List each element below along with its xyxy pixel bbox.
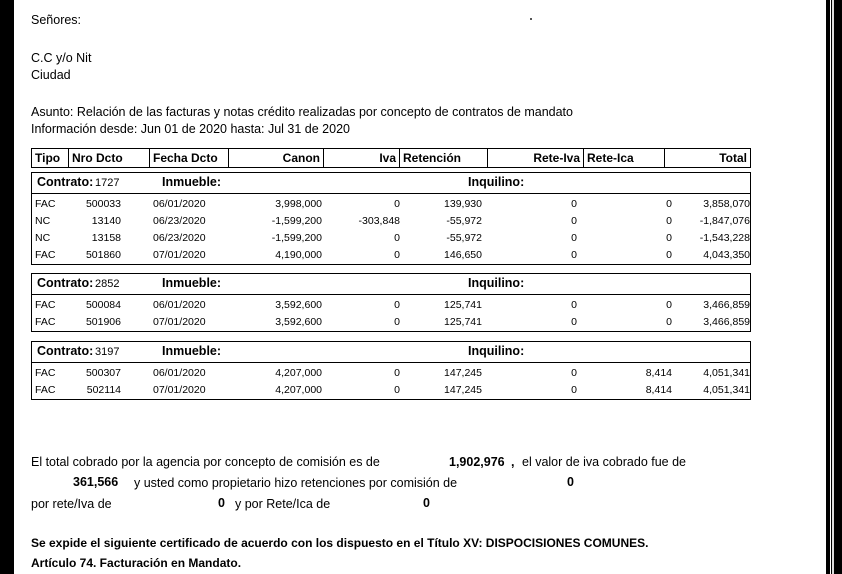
cell-rete-ica: 0 (666, 232, 672, 244)
cell-iva: -303,848 (358, 215, 400, 227)
summary-separator: , (511, 455, 515, 469)
cell-rete-iva: 0 (571, 367, 577, 379)
cell-total: 3,466,859 (703, 316, 750, 328)
summary-text-4: por rete/Iva de (31, 497, 112, 511)
tenant-label: Inquilino: (468, 175, 525, 189)
table-row (32, 247, 750, 264)
cell-rete-ica: 8,414 (645, 384, 672, 396)
cell-rete-iva: 0 (571, 384, 577, 396)
right-scrollbar[interactable] (826, 0, 842, 574)
cell-fecha-dcto: 07/01/2020 (153, 384, 206, 396)
contract-group (31, 341, 751, 400)
contract-number: 3197 (95, 346, 120, 358)
cell-retencion: 125,741 (444, 299, 482, 311)
stray-mark (530, 18, 532, 20)
table-row (32, 382, 750, 399)
contract-group (31, 172, 751, 265)
group-header (32, 173, 750, 194)
cell-tipo: NC (35, 232, 51, 244)
cell-canon: -1,599,200 (271, 232, 322, 244)
id-label: C.C y/o Nit (31, 51, 92, 65)
table-header (31, 148, 751, 168)
col-fecha-dcto: Fecha Dcto (150, 149, 229, 167)
cell-retencion: 139,930 (444, 198, 482, 210)
cell-retencion: -55,972 (446, 215, 482, 227)
tenant-label: Inquilino: (468, 344, 525, 358)
cell-tipo: NC (35, 215, 51, 227)
cell-total: 4,051,341 (703, 384, 750, 396)
cell-fecha-dcto: 06/01/2020 (153, 367, 206, 379)
commission-value: 1,902,976 (449, 455, 505, 469)
ret-commission-value: 0 (567, 475, 574, 489)
cell-total: -1,543,228 (699, 232, 750, 244)
summary-text-5: y por Rete/Ica de (235, 497, 331, 511)
cell-iva: 0 (394, 198, 400, 210)
cell-rete-iva: 0 (571, 316, 577, 328)
cell-tipo: FAC (35, 249, 56, 261)
cell-iva: 0 (394, 232, 400, 244)
col-canon: Canon (229, 149, 324, 167)
subject: Asunto: Relación de las facturas y notas crédito realizadas por concepto de contratos de mandato (31, 105, 573, 119)
table-row (32, 213, 750, 230)
cell-nro-dcto: 500033 (85, 198, 121, 210)
iva-value: 361,566 (73, 475, 119, 489)
rete-iva-value: 0 (218, 496, 225, 510)
cell-rete-ica: 0 (666, 299, 672, 311)
table-row (32, 196, 750, 213)
cell-rete-ica: 8,414 (645, 367, 672, 379)
cell-tipo: FAC (35, 198, 56, 210)
cell-fecha-dcto: 06/01/2020 (153, 198, 206, 210)
cell-total: 4,043,350 (703, 249, 750, 261)
cell-nro-dcto: 13140 (91, 215, 121, 227)
property-label: Inmueble: (162, 344, 222, 358)
cell-rete-iva: 0 (571, 249, 577, 261)
contract-number: 2852 (95, 278, 120, 290)
cell-canon: 3,998,000 (275, 198, 322, 210)
cell-nro-dcto: 502114 (86, 384, 121, 396)
col-nro-dcto: Nro Dcto (69, 149, 150, 167)
city-label: Ciudad (31, 68, 71, 82)
cell-rete-ica: 0 (666, 249, 672, 261)
contract-group (31, 273, 751, 332)
cell-total: 3,858,070 (703, 198, 750, 210)
cell-retencion: 147,245 (444, 384, 482, 396)
certificate-line-2: Artículo 74. Facturación en Mandato. (31, 556, 242, 570)
cell-rete-ica: 0 (666, 215, 672, 227)
cell-canon: 4,207,000 (275, 384, 322, 396)
cell-rete-ica: 0 (666, 198, 672, 210)
cell-fecha-dcto: 07/01/2020 (153, 249, 206, 261)
cell-canon: 4,190,000 (275, 249, 322, 261)
cell-fecha-dcto: 06/23/2020 (153, 232, 206, 244)
left-border (0, 0, 14, 574)
cell-canon: -1,599,200 (271, 215, 322, 227)
cell-total: -1,847,076 (699, 215, 750, 227)
table-row (32, 365, 750, 382)
certificate-line-1: Se expide el siguiente certificado de acuerdo con los dispuesto en el Título XV: DISPOCISIONES COMUNES. (31, 536, 649, 550)
cell-rete-ica: 0 (666, 316, 672, 328)
cell-canon: 3,592,600 (275, 316, 322, 328)
col-tipo: Tipo (32, 149, 69, 167)
cell-fecha-dcto: 06/23/2020 (153, 215, 206, 227)
cell-tipo: FAC (35, 367, 56, 379)
cell-canon: 4,207,000 (275, 367, 322, 379)
cell-nro-dcto: 500084 (85, 299, 121, 311)
contract-number: 1727 (95, 177, 120, 189)
col-iva: Iva (324, 149, 400, 167)
contract-label: Contrato: (37, 175, 94, 189)
col-total: Total (719, 151, 747, 165)
cell-nro-dcto: 500307 (85, 367, 121, 379)
cell-iva: 0 (394, 316, 400, 328)
cell-total: 4,051,341 (703, 367, 750, 379)
cell-rete-iva: 0 (571, 232, 577, 244)
property-label: Inmueble: (162, 175, 222, 189)
rete-ica-value: 0 (423, 496, 430, 510)
cell-iva: 0 (394, 299, 400, 311)
cell-iva: 0 (394, 249, 400, 261)
tenant-label: Inquilino: (468, 276, 525, 290)
cell-retencion: 125,741 (444, 316, 482, 328)
property-label: Inmueble: (162, 276, 222, 290)
table-row (32, 314, 750, 331)
summary-text-1: El total cobrado por la agencia por concepto de comisión es de (31, 455, 380, 469)
cell-iva: 0 (394, 384, 400, 396)
contract-label: Contrato: (37, 276, 94, 290)
cell-tipo: FAC (35, 316, 56, 328)
group-header (32, 342, 750, 363)
summary-text-3: y usted como propietario hizo retenciones por comisión de (134, 476, 458, 490)
table-row (32, 230, 750, 247)
cell-fecha-dcto: 07/01/2020 (153, 316, 206, 328)
cell-tipo: FAC (35, 299, 56, 311)
cell-retencion: 146,650 (444, 249, 482, 261)
cell-iva: 0 (394, 367, 400, 379)
salutation: Señores: (31, 13, 82, 27)
col-rete-ica: Rete-Ica (584, 149, 665, 167)
table-row (32, 297, 750, 314)
cell-rete-iva: 0 (571, 198, 577, 210)
cell-retencion: -55,972 (446, 232, 482, 244)
group-header (32, 274, 750, 295)
cell-fecha-dcto: 06/01/2020 (153, 299, 206, 311)
cell-canon: 3,592,600 (275, 299, 322, 311)
cell-rete-iva: 0 (571, 215, 577, 227)
cell-rete-iva: 0 (571, 299, 577, 311)
cell-retencion: 147,245 (444, 367, 482, 379)
cell-nro-dcto: 501860 (85, 249, 121, 261)
col-rete-iva: Rete-Iva (488, 149, 584, 167)
summary-text-2: el valor de iva cobrado fue de (522, 455, 686, 469)
cell-nro-dcto: 501906 (85, 316, 121, 328)
col-retencion: Retención (400, 149, 488, 167)
info-range: Información desde: Jun 01 de 2020 hasta: Jul 31 de 2020 (31, 122, 350, 136)
cell-nro-dcto: 13158 (91, 232, 121, 244)
cell-total: 3,466,859 (703, 299, 750, 311)
cell-tipo: FAC (35, 384, 56, 396)
contract-label: Contrato: (37, 344, 94, 358)
